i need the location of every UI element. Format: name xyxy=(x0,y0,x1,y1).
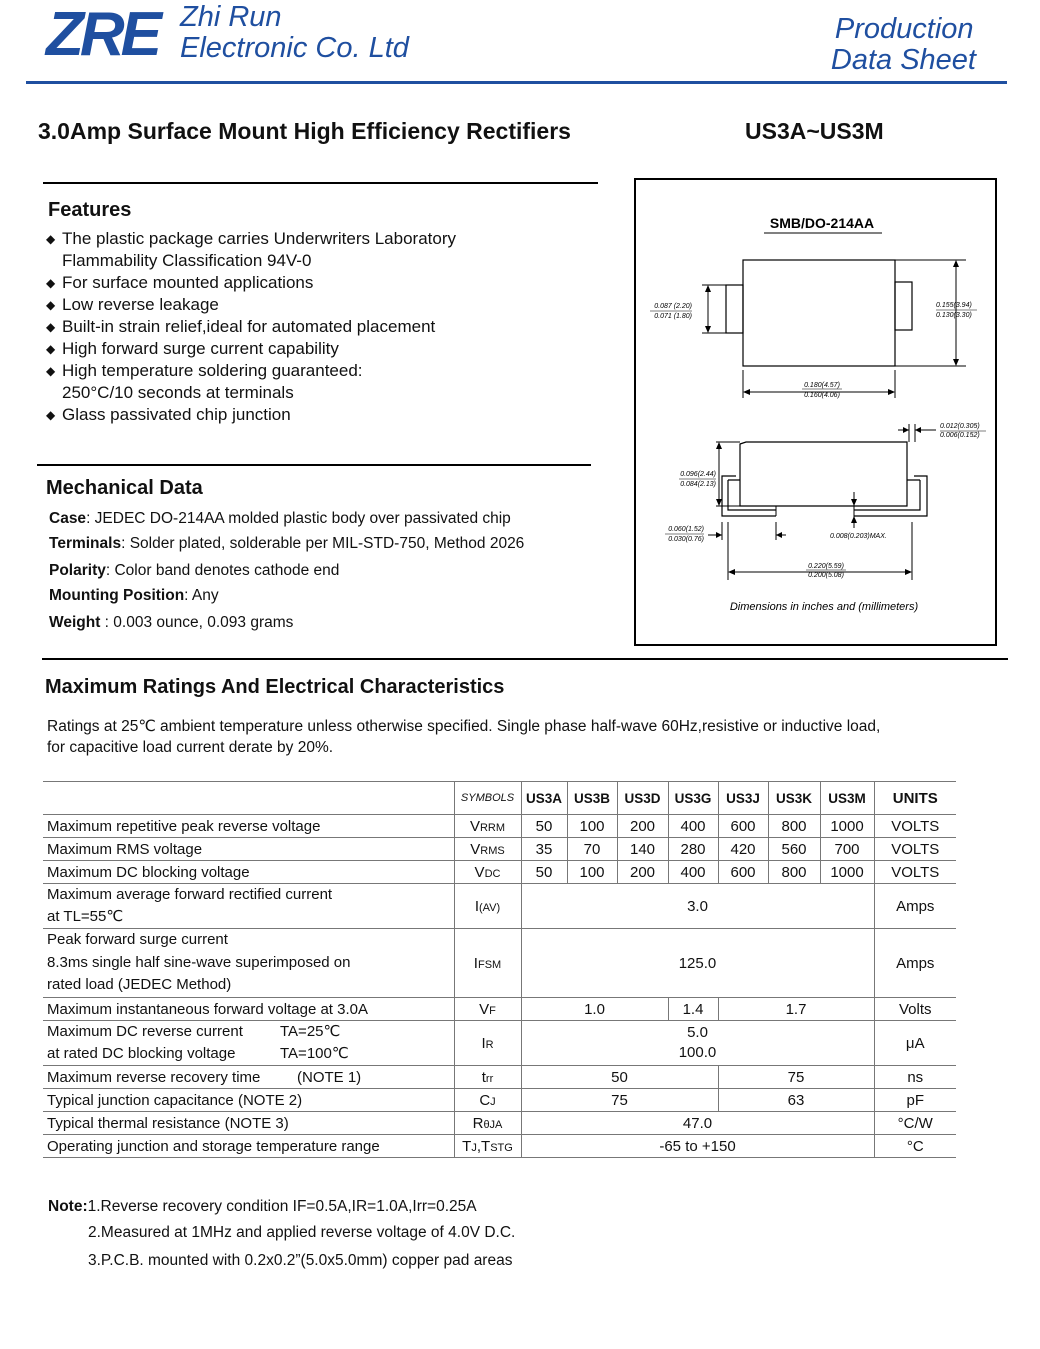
list-item: ◆ Built-in strain relief,ideal for automated placement xyxy=(46,317,436,336)
table-header-row: SYMBOLS US3A US3B US3D US3G US3J US3K US3M UNITS xyxy=(43,782,956,815)
table-row: Maximum average forward rectified current at TL=55℃ I(AV) 3.0 Amps xyxy=(43,884,956,929)
table-row: Maximum DC reverse current TA=25℃ at rated DC blocking voltage TA=100℃ IR 5.0 100.0 μA xyxy=(43,1021,956,1066)
production-data-sheet-label: Production Data Sheet xyxy=(830,13,976,76)
svg-text:0.060(1.52): 0.060(1.52) xyxy=(668,526,704,533)
package-name: SMB/DO-214AA xyxy=(769,215,875,231)
list-item: ◆ High temperature soldering guaranteed: xyxy=(46,361,363,380)
document-title: 3.0Amp Surface Mount High Efficiency Rectifiers xyxy=(38,118,571,144)
svg-text:0.096(2.44): 0.096(2.44) xyxy=(680,471,716,478)
case-line: Case: JEDEC DO-214AA molded plastic body over passivated chip xyxy=(49,510,511,527)
svg-text:0.006(0.152): 0.006(0.152) xyxy=(940,432,980,439)
list-item: ◆ High forward surge current capability xyxy=(46,339,339,358)
svg-text:0.012(0.305): 0.012(0.305) xyxy=(940,423,980,430)
notes: Note:1.Reverse recovery condition IF=0.5A,IR=1.0A,Irr=0.25A 2.Measured at 1MHz and applied reverse voltage of 4.0V D.C. 3.P.C.B. mounted with 0.2x0.2”(5.0x5.0mm) copper pad areas xyxy=(48,1198,516,1269)
list-item: ◆ The plastic package carries Underwriters Laboratory xyxy=(46,229,457,248)
list-item: ◆ Low reverse leakage xyxy=(46,295,219,314)
list-item: Flammability Classification 94V-0 xyxy=(62,251,312,270)
features-heading: Features xyxy=(48,199,132,221)
company-logo: ZRE xyxy=(46,0,158,69)
package-drawing-box xyxy=(634,178,997,646)
list-item: 250°C/10 seconds at terminals xyxy=(62,383,294,402)
mechanical-data xyxy=(49,506,629,635)
table-row: Maximum reverse recovery time (NOTE 1) trr 50 75 ns xyxy=(43,1066,956,1089)
company-name: Zhi Run Electronic Co. Ltd xyxy=(180,1,409,64)
header-divider xyxy=(26,81,1007,84)
list-item: ◆ Glass passivated chip junction xyxy=(46,405,291,424)
features-list xyxy=(46,228,606,426)
table-row: Operating junction and storage temperature range TJ,TSTG -65 to +150 °C xyxy=(43,1135,956,1158)
svg-text:0.220(5.59): 0.220(5.59) xyxy=(808,563,844,570)
table-row: Peak forward surge current 8.3ms single half sine-wave superimposed on rated load (JEDEC Method) IFSM 125.0 Amps xyxy=(43,929,956,998)
features-rule xyxy=(43,182,598,184)
svg-text:0.180(4.57): 0.180(4.57) xyxy=(804,382,840,389)
svg-text:0.155(3.94): 0.155(3.94) xyxy=(936,302,972,309)
ratings-table xyxy=(43,781,956,1158)
mechanical-heading: Mechanical Data xyxy=(46,477,203,499)
table-row: Maximum repetitive peak reverse voltage VRRM 50 100 200 400 600 800 1000 VOLTS xyxy=(43,815,956,838)
list-item: ◆ For surface mounted applications xyxy=(46,273,314,292)
terminals-line: Terminals: Solder plated, solderable per MIL-STD-750, Method 2026 xyxy=(49,535,525,552)
mounting-line: Mounting Position: Any xyxy=(49,587,219,604)
ratings-heading: Maximum Ratings And Electrical Characteristics xyxy=(45,676,505,698)
svg-text:0.087 (2.20): 0.087 (2.20) xyxy=(654,303,692,310)
weight-line: Weight : 0.003 ounce, 0.093 grams xyxy=(49,614,294,631)
part-range: US3A~US3M xyxy=(745,118,884,144)
dimensions-caption: Dimensions in inches and (millimeters) xyxy=(729,601,919,613)
table-row: Maximum instantaneous forward voltage at 3.0A VF 1.0 1.4 1.7 Volts xyxy=(43,998,956,1021)
svg-text:0.071 (1.80): 0.071 (1.80) xyxy=(654,313,692,320)
ratings-rule xyxy=(42,658,1008,660)
svg-text:0.030(0.76): 0.030(0.76) xyxy=(668,536,704,543)
table-row: Maximum DC blocking voltage VDC 50 100 200 400 600 800 1000 VOLTS xyxy=(43,861,956,884)
ratings-conditions: Ratings at 25℃ ambient temperature unless otherwise specified. Single phase half-wave 60Hz,resistive or inductive load, for capacitive load current derate by 20%. xyxy=(47,718,881,756)
polarity-line: Polarity: Color band denotes cathode end xyxy=(49,562,340,579)
svg-text:0.130(3.30): 0.130(3.30) xyxy=(936,312,972,319)
mechanical-rule xyxy=(37,464,591,466)
svg-text:0.008(0.203)MAX.: 0.008(0.203)MAX. xyxy=(830,533,887,540)
package-outline-drawing xyxy=(636,180,995,644)
table-row: Maximum RMS voltage VRMS 35 70 140 280 420 560 700 VOLTS xyxy=(43,838,956,861)
table-row: Typical thermal resistance (NOTE 3) RθJA 47.0 °C/W xyxy=(43,1112,956,1135)
svg-text:0.160(4.06): 0.160(4.06) xyxy=(804,392,840,399)
svg-text:0.084(2.13): 0.084(2.13) xyxy=(680,481,716,488)
svg-text:0.200(5.08): 0.200(5.08) xyxy=(808,572,844,579)
table-row: Typical junction capacitance (NOTE 2) CJ 75 63 pF xyxy=(43,1089,956,1112)
